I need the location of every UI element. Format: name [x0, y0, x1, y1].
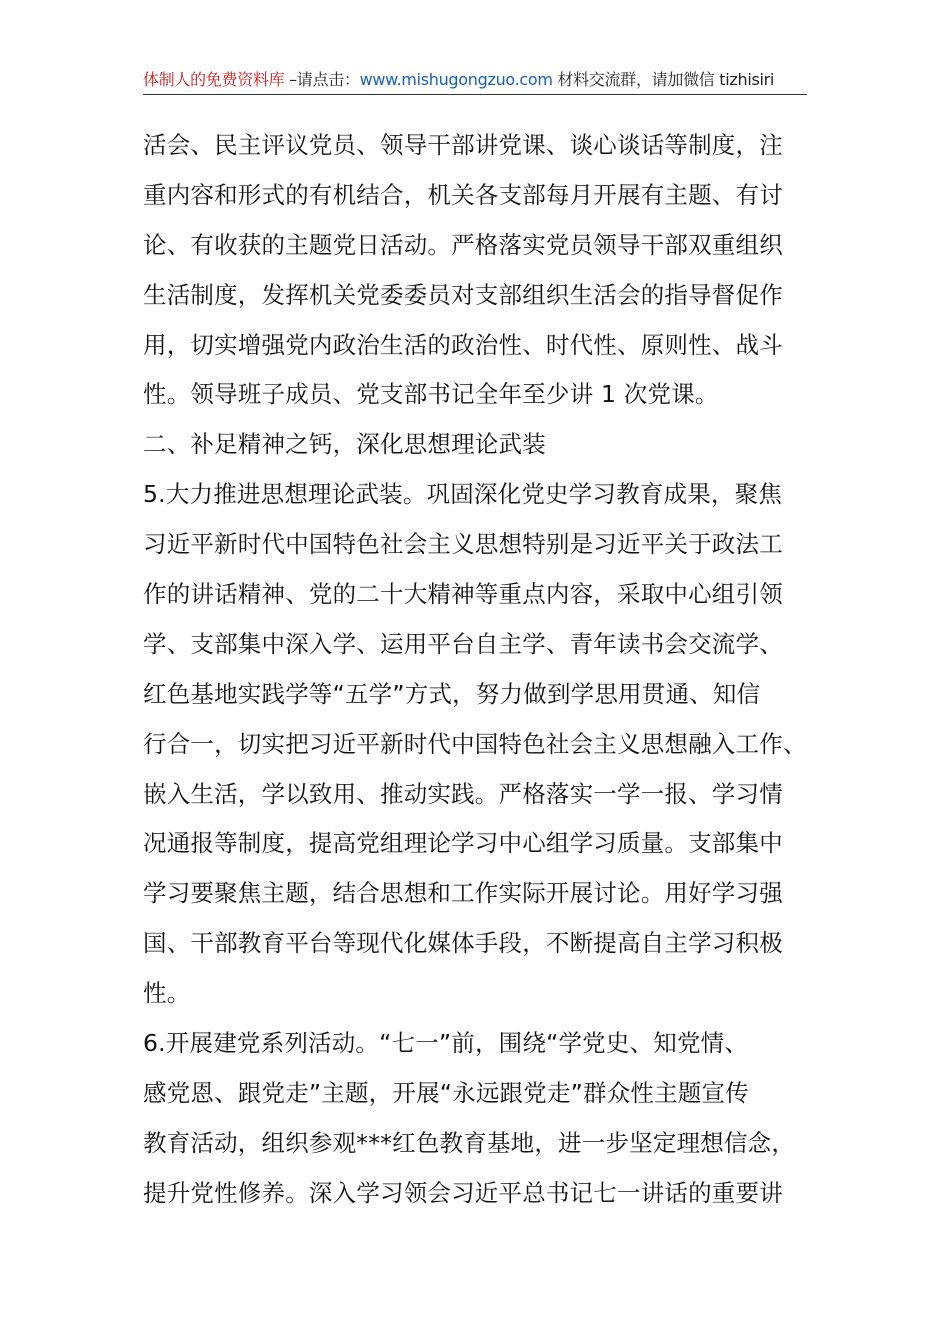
click-prompt: –请点击： — [284, 70, 360, 89]
document-body — [143, 121, 807, 1219]
text-line: 习近平新时代中国特色社会主义思想特别是习近平关于政法工 — [143, 530, 783, 559]
text-line: 教育活动，组织参观***红色教育基地，进一步坚定理想信念， — [143, 1128, 796, 1157]
text-line: 提升党性修养。深入学习领会习近平总书记七一讲话的重要讲 — [143, 1178, 783, 1207]
text-line: 性。 — [143, 979, 191, 1008]
brand-name: 体制人的免费资料库 — [143, 70, 285, 89]
page-header — [143, 66, 807, 95]
text-line: 学、支部集中深入学、运用平台自主学、青年读书会交流学、 — [143, 629, 783, 658]
contact-info: 材料交流群，请加微信 tizhisiri — [552, 70, 775, 89]
text-line: 性。领导班子成员、党支部书记全年至少讲 1 次党课。 — [143, 380, 719, 409]
text-line: 论、有收获的主题党日活动。严格落实党员领导干部双重组织 — [143, 230, 783, 259]
text-line: 用，切实增强党内政治生活的政治性、时代性、原则性、战斗 — [143, 330, 783, 359]
text-line: 作的讲话精神、党的二十大精神等重点内容，采取中心组引领 — [143, 580, 783, 609]
text-line: 学习要聚焦主题，结合思想和工作实际开展讨论。用好学习强 — [143, 879, 783, 908]
text-line: 嵌入生活，学以致用、推动实践。严格落实一学一报、学习情 — [143, 779, 783, 808]
text-line: 重内容和形式的有机结合，机关各支部每月开展有主题、有讨 — [143, 180, 783, 209]
text-line: 况通报等制度，提高党组理论学习中心组学习质量。支部集中 — [143, 829, 783, 858]
text-line: 6.开展建党系列活动。“七一”前，围绕“学党史、知党情、 — [143, 1029, 749, 1058]
text-line: 5.大力推进思想理论武装。巩固深化党史学习教育成果，聚焦 — [143, 480, 783, 509]
text-line: 生活制度，发挥机关党委委员对支部组织生活会的指导督促作 — [143, 280, 783, 309]
text-line: 感党恩、跟党走”主题，开展“永远跟党走”群众性主题宣传 — [143, 1078, 749, 1107]
text-line: 国、干部教育平台等现代化媒体手段，不断提高自主学习积极 — [143, 929, 783, 958]
text-line: 红色基地实践学等“五学”方式，努力做到学思用贯通、知信 — [143, 679, 761, 708]
text-line: 行合一，切实把习近平新时代中国特色社会主义思想融入工作、 — [143, 729, 807, 758]
text-line: 活会、民主评议党员、领导干部讲党课、谈心谈话等制度，注 — [143, 131, 783, 159]
website-link[interactable]: www.mishugongzuo.com — [359, 70, 553, 89]
section-heading: 二、补足精神之钙，深化思想理论武装 — [143, 430, 546, 459]
